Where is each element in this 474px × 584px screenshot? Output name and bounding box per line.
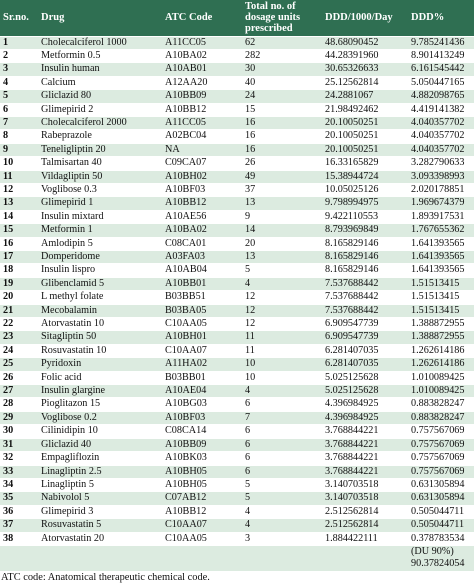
cell-drug: Metformin 0.5 (38, 49, 162, 62)
cell-ddd-per-1000-day: 44.28391960 (322, 49, 408, 62)
cell-srno: 6 (0, 103, 38, 116)
cell-atc-code: C08CA01 (162, 237, 242, 250)
cell-dosage-units: 12 (242, 318, 322, 331)
cell-atc-code: C10AA07 (162, 519, 242, 532)
table-row (0, 505, 474, 518)
table-row (0, 318, 474, 331)
cell-ddd-percent: 0.631305894 (408, 478, 474, 491)
cell-drug: Vildagliptin 50 (38, 170, 162, 183)
cell-drug: Insulin mixtard (38, 210, 162, 223)
cell-atc-code: A10BH01 (162, 331, 242, 344)
cell-dosage-units: 10 (242, 371, 322, 384)
summary-empty-cell (162, 545, 242, 571)
cell-ddd-per-1000-day: 5.025125628 (322, 385, 408, 398)
cell-srno: 8 (0, 130, 38, 143)
cell-dosage-units: 4 (242, 505, 322, 518)
table-row (0, 76, 474, 89)
cell-ddd-percent: 0.631305894 (408, 492, 474, 505)
cell-ddd-per-1000-day: 4.396984925 (322, 411, 408, 424)
table-row (0, 130, 474, 143)
cell-atc-code: A11HA02 (162, 358, 242, 371)
cell-ddd-percent: 1.262614186 (408, 358, 474, 371)
cell-dosage-units: 6 (242, 438, 322, 451)
cell-atc-code: A10BB12 (162, 197, 242, 210)
cell-ddd-percent: 0.505044711 (408, 519, 474, 532)
cell-srno: 24 (0, 344, 38, 357)
cell-dosage-units: 30 (242, 63, 322, 76)
cell-dosage-units: 11 (242, 331, 322, 344)
table-row (0, 143, 474, 156)
cell-atc-code: C10AA05 (162, 318, 242, 331)
cell-dosage-units: 12 (242, 304, 322, 317)
cell-dosage-units: 5 (242, 478, 322, 491)
cell-srno: 29 (0, 411, 38, 424)
cell-atc-code: B03BB01 (162, 371, 242, 384)
cell-drug: Linagliptin 2.5 (38, 465, 162, 478)
cell-ddd-per-1000-day: 6.281407035 (322, 344, 408, 357)
cell-srno: 26 (0, 371, 38, 384)
table-row (0, 264, 474, 277)
cell-srno: 19 (0, 277, 38, 290)
cell-dosage-units: 26 (242, 157, 322, 170)
table-row (0, 210, 474, 223)
cell-drug: Gliclazid 80 (38, 90, 162, 103)
cell-atc-code: A10AB04 (162, 264, 242, 277)
cell-atc-code: A10BB09 (162, 90, 242, 103)
cell-ddd-percent: 1.641393565 (408, 264, 474, 277)
table-body (0, 36, 474, 571)
cell-atc-code: A10BB09 (162, 438, 242, 451)
table-row (0, 385, 474, 398)
header-ddd-per-1000-day: DDD/1000/Day (325, 12, 393, 24)
cell-dosage-units: 7 (242, 411, 322, 424)
table-footnote: ATC code: Anatomical therapeutic chemical code. (1, 571, 210, 583)
table-row (0, 63, 474, 76)
cell-atc-code: A12AA20 (162, 76, 242, 89)
table-row (0, 224, 474, 237)
cell-ddd-percent: 1.388872955 (408, 318, 474, 331)
table-row (0, 237, 474, 250)
cell-drug: Glimepirid 2 (38, 103, 162, 116)
cell-ddd-percent: 9.785241436 (408, 36, 474, 49)
cell-atc-code: A10BH05 (162, 465, 242, 478)
cell-srno: 14 (0, 210, 38, 223)
cell-dosage-units: 5 (242, 264, 322, 277)
cell-dosage-units: 12 (242, 291, 322, 304)
cell-drug: Atorvastatin 10 (38, 318, 162, 331)
cell-srno: 12 (0, 183, 38, 196)
cell-srno: 5 (0, 90, 38, 103)
cell-ddd-percent: 1.51513415 (408, 277, 474, 290)
cell-ddd-per-1000-day: 4.396984925 (322, 398, 408, 411)
cell-dosage-units: 16 (242, 130, 322, 143)
cell-atc-code: C07AB12 (162, 492, 242, 505)
cell-dosage-units: 11 (242, 344, 322, 357)
cell-srno: 15 (0, 224, 38, 237)
cell-srno: 17 (0, 251, 38, 264)
table-row (0, 465, 474, 478)
cell-drug: Voglibose 0.3 (38, 183, 162, 196)
cell-drug: Folic acid (38, 371, 162, 384)
cell-ddd-per-1000-day: 8.165829146 (322, 264, 408, 277)
cell-ddd-percent: 1.893917531 (408, 210, 474, 223)
cell-ddd-percent: 4.040357702 (408, 116, 474, 129)
cell-dosage-units: 40 (242, 76, 322, 89)
cell-drug: Glimepirid 1 (38, 197, 162, 210)
cell-ddd-percent: 3.093398993 (408, 170, 474, 183)
cell-srno: 35 (0, 492, 38, 505)
table-row (0, 291, 474, 304)
table-row (0, 478, 474, 491)
cell-dosage-units: 282 (242, 49, 322, 62)
table-header-row (0, 0, 474, 36)
cell-atc-code: C08CA14 (162, 425, 242, 438)
cell-drug: Glibenclamid 5 (38, 277, 162, 290)
cell-ddd-per-1000-day: 3.768844221 (322, 438, 408, 451)
cell-srno: 3 (0, 63, 38, 76)
table-row (0, 197, 474, 210)
cell-ddd-percent: 0.757567069 (408, 425, 474, 438)
cell-srno: 4 (0, 76, 38, 89)
cell-ddd-per-1000-day: 6.909547739 (322, 318, 408, 331)
cell-srno: 38 (0, 532, 38, 545)
cell-ddd-percent: 5.050447165 (408, 76, 474, 89)
cell-ddd-per-1000-day: 3.140703518 (322, 492, 408, 505)
cell-ddd-percent: 1.767655362 (408, 224, 474, 237)
cell-ddd-per-1000-day: 1.884422111 (322, 532, 408, 545)
cell-atc-code: A10AE56 (162, 210, 242, 223)
table-row (0, 36, 474, 49)
cell-drug: Gliclazid 40 (38, 438, 162, 451)
cell-dosage-units: 24 (242, 90, 322, 103)
cell-ddd-per-1000-day: 30.65326633 (322, 63, 408, 76)
cell-atc-code: A03FA03 (162, 251, 242, 264)
cell-ddd-percent: 0.883828247 (408, 398, 474, 411)
cell-atc-code: A11CC05 (162, 36, 242, 49)
cell-drug: Atorvastatin 20 (38, 532, 162, 545)
cell-ddd-per-1000-day: 20.10050251 (322, 130, 408, 143)
summary-empty-cell (38, 545, 162, 571)
table-row (0, 398, 474, 411)
cell-srno: 7 (0, 116, 38, 129)
cell-srno: 33 (0, 465, 38, 478)
cell-ddd-percent: 1.51513415 (408, 304, 474, 317)
cell-drug: Sitagliptin 50 (38, 331, 162, 344)
cell-ddd-per-1000-day: 5.025125628 (322, 371, 408, 384)
cell-drug: Cholecalciferol 2000 (38, 116, 162, 129)
cell-ddd-per-1000-day: 10.05025126 (322, 183, 408, 196)
cell-atc-code: A02BC04 (162, 130, 242, 143)
cell-ddd-per-1000-day: 3.768844221 (322, 425, 408, 438)
cell-atc-code: C10AA07 (162, 344, 242, 357)
cell-ddd-per-1000-day: 21.98492462 (322, 103, 408, 116)
cell-ddd-per-1000-day: 20.10050251 (322, 143, 408, 156)
cell-atc-code: C10AA05 (162, 532, 242, 545)
cell-drug: Nabivolol 5 (38, 492, 162, 505)
cell-srno: 28 (0, 398, 38, 411)
cell-ddd-per-1000-day: 2.512562814 (322, 505, 408, 518)
cell-ddd-per-1000-day: 48.68090452 (322, 36, 408, 49)
cell-dosage-units: 15 (242, 103, 322, 116)
cell-atc-code: A10BF03 (162, 411, 242, 424)
cell-drug: Amlodipin 5 (38, 237, 162, 250)
cell-drug: Voglibose 0.2 (38, 411, 162, 424)
cell-srno: 27 (0, 385, 38, 398)
cell-ddd-per-1000-day: 20.10050251 (322, 116, 408, 129)
summary-du90-value: (DU 90%) 90.37824054 (408, 545, 474, 571)
cell-ddd-per-1000-day: 3.768844221 (322, 465, 408, 478)
cell-dosage-units: 13 (242, 197, 322, 210)
table-row (0, 532, 474, 545)
cell-ddd-per-1000-day: 9.798994975 (322, 197, 408, 210)
cell-atc-code: A10BB12 (162, 505, 242, 518)
cell-dosage-units: 6 (242, 425, 322, 438)
table-row (0, 183, 474, 196)
cell-srno: 31 (0, 438, 38, 451)
cell-dosage-units: 6 (242, 465, 322, 478)
cell-atc-code: A10BG03 (162, 398, 242, 411)
cell-ddd-per-1000-day: 7.537688442 (322, 304, 408, 317)
cell-drug: Metformin 1 (38, 224, 162, 237)
table-row (0, 157, 474, 170)
cell-srno: 11 (0, 170, 38, 183)
cell-dosage-units: 62 (242, 36, 322, 49)
cell-atc-code: B03BB51 (162, 291, 242, 304)
table-row (0, 103, 474, 116)
cell-srno: 13 (0, 197, 38, 210)
cell-atc-code: C09CA07 (162, 157, 242, 170)
cell-atc-code: NA (162, 143, 242, 156)
table-row (0, 331, 474, 344)
cell-drug: Mecobalamin (38, 304, 162, 317)
cell-srno: 18 (0, 264, 38, 277)
cell-ddd-per-1000-day: 7.537688442 (322, 291, 408, 304)
cell-atc-code: B03BA05 (162, 304, 242, 317)
cell-ddd-percent: 1.010089425 (408, 371, 474, 384)
header-drug: Drug (41, 12, 65, 24)
cell-ddd-percent: 0.757567069 (408, 438, 474, 451)
cell-atc-code: A11CC05 (162, 116, 242, 129)
table-row (0, 452, 474, 465)
cell-atc-code: A10AE04 (162, 385, 242, 398)
table-row (0, 371, 474, 384)
cell-atc-code: A10AB01 (162, 63, 242, 76)
table-row (0, 170, 474, 183)
cell-drug: Insulin human (38, 63, 162, 76)
cell-atc-code: A10BB01 (162, 277, 242, 290)
cell-dosage-units: 49 (242, 170, 322, 183)
cell-drug: Glimepirid 3 (38, 505, 162, 518)
table-row (0, 49, 474, 62)
cell-ddd-percent: 1.262614186 (408, 344, 474, 357)
cell-drug: Rabeprazole (38, 130, 162, 143)
header-atc-code: ATC Code (165, 12, 213, 24)
table-row (0, 344, 474, 357)
cell-srno: 16 (0, 237, 38, 250)
table-row (0, 358, 474, 371)
table-row (0, 519, 474, 532)
cell-srno: 20 (0, 291, 38, 304)
cell-ddd-percent: 0.505044711 (408, 505, 474, 518)
cell-drug: Cholecalciferol 1000 (38, 36, 162, 49)
cell-ddd-per-1000-day: 8.165829146 (322, 237, 408, 250)
cell-ddd-percent: 0.757567069 (408, 465, 474, 478)
cell-ddd-per-1000-day: 15.38944724 (322, 170, 408, 183)
cell-ddd-per-1000-day: 6.909547739 (322, 331, 408, 344)
cell-dosage-units: 14 (242, 224, 322, 237)
cell-dosage-units: 6 (242, 452, 322, 465)
cell-srno: 30 (0, 425, 38, 438)
cell-srno: 2 (0, 49, 38, 62)
cell-atc-code: A10BK03 (162, 452, 242, 465)
cell-ddd-per-1000-day: 3.768844221 (322, 452, 408, 465)
cell-drug: Empagliflozin (38, 452, 162, 465)
cell-drug: L methyl folate (38, 291, 162, 304)
cell-drug: Domperidome (38, 251, 162, 264)
cell-dosage-units: 37 (242, 183, 322, 196)
cell-srno: 32 (0, 452, 38, 465)
cell-dosage-units: 4 (242, 277, 322, 290)
cell-srno: 22 (0, 318, 38, 331)
cell-ddd-per-1000-day: 9.422110553 (322, 210, 408, 223)
cell-dosage-units: 6 (242, 398, 322, 411)
cell-drug: Rosuvastatin 10 (38, 344, 162, 357)
cell-ddd-percent: 1.010089425 (408, 385, 474, 398)
cell-drug: Pyridoxin (38, 358, 162, 371)
cell-ddd-percent: 0.378783534 (408, 532, 474, 545)
cell-srno: 21 (0, 304, 38, 317)
cell-dosage-units: 9 (242, 210, 322, 223)
cell-ddd-per-1000-day: 6.281407035 (322, 358, 408, 371)
cell-ddd-percent: 3.282790633 (408, 157, 474, 170)
table-row (0, 251, 474, 264)
cell-drug: Rosuvastatin 5 (38, 519, 162, 532)
cell-atc-code: A10BA02 (162, 224, 242, 237)
table-row (0, 304, 474, 317)
cell-ddd-percent: 4.040357702 (408, 143, 474, 156)
cell-dosage-units: 10 (242, 358, 322, 371)
cell-dosage-units: 3 (242, 532, 322, 545)
cell-atc-code: A10BB12 (162, 103, 242, 116)
cell-srno: 1 (0, 36, 38, 49)
cell-drug: Teneligliptin 20 (38, 143, 162, 156)
cell-ddd-per-1000-day: 8.165829146 (322, 251, 408, 264)
cell-ddd-percent: 1.641393565 (408, 251, 474, 264)
cell-drug: Linagliptin 5 (38, 478, 162, 491)
cell-srno: 36 (0, 505, 38, 518)
cell-dosage-units: 16 (242, 143, 322, 156)
cell-dosage-units: 16 (242, 116, 322, 129)
cell-ddd-per-1000-day: 16.33165829 (322, 157, 408, 170)
cell-drug: Cilinidipin 10 (38, 425, 162, 438)
cell-srno: 23 (0, 331, 38, 344)
table-row (0, 116, 474, 129)
summary-empty-cell (242, 545, 322, 571)
summary-empty-cell (322, 545, 408, 571)
table-row (0, 277, 474, 290)
cell-ddd-per-1000-day: 8.793969849 (322, 224, 408, 237)
cell-srno: 9 (0, 143, 38, 156)
cell-ddd-per-1000-day: 24.2881067 (322, 90, 408, 103)
cell-srno: 25 (0, 358, 38, 371)
table-row (0, 438, 474, 451)
cell-ddd-percent: 0.757567069 (408, 452, 474, 465)
cell-atc-code: A10BF03 (162, 183, 242, 196)
cell-atc-code: A10BH05 (162, 478, 242, 491)
header-srno: Sr.no. (3, 12, 29, 24)
cell-dosage-units: 4 (242, 385, 322, 398)
cell-ddd-per-1000-day: 2.512562814 (322, 519, 408, 532)
cell-ddd-percent: 6.161545442 (408, 63, 474, 76)
cell-ddd-percent: 4.882098765 (408, 90, 474, 103)
table-row (0, 90, 474, 103)
header-ddd-percent: DDD% (411, 12, 445, 24)
table-row (0, 492, 474, 505)
cell-ddd-percent: 1.388872955 (408, 331, 474, 344)
cell-ddd-percent: 4.419141382 (408, 103, 474, 116)
cell-ddd-percent: 8.901413249 (408, 49, 474, 62)
cell-drug: Insulin glargine (38, 385, 162, 398)
cell-atc-code: A10BH02 (162, 170, 242, 183)
cell-dosage-units: 5 (242, 492, 322, 505)
cell-dosage-units: 4 (242, 519, 322, 532)
cell-ddd-per-1000-day: 25.12562814 (322, 76, 408, 89)
cell-srno: 10 (0, 157, 38, 170)
cell-ddd-percent: 1.51513415 (408, 291, 474, 304)
cell-drug: Calcium (38, 76, 162, 89)
cell-srno: 37 (0, 519, 38, 532)
cell-ddd-percent: 2.020178851 (408, 183, 474, 196)
cell-drug: Insulin lispro (38, 264, 162, 277)
cell-drug: Talmisartan 40 (38, 157, 162, 170)
cell-ddd-percent: 0.883828247 (408, 411, 474, 424)
cell-ddd-percent: 1.969674379 (408, 197, 474, 210)
cell-srno: 34 (0, 478, 38, 491)
table-summary-row (0, 545, 474, 571)
table-row (0, 425, 474, 438)
cell-dosage-units: 13 (242, 251, 322, 264)
cell-ddd-per-1000-day: 7.537688442 (322, 277, 408, 290)
cell-atc-code: A10BA02 (162, 49, 242, 62)
cell-drug: Pioglitazon 15 (38, 398, 162, 411)
header-total-dosage-units: Total no. of dosage units prescribed (245, 1, 301, 35)
cell-ddd-percent: 1.641393565 (408, 237, 474, 250)
cell-dosage-units: 20 (242, 237, 322, 250)
summary-empty-cell (0, 545, 38, 571)
table-row (0, 411, 474, 424)
cell-ddd-per-1000-day: 3.140703518 (322, 478, 408, 491)
cell-ddd-percent: 4.040357702 (408, 130, 474, 143)
